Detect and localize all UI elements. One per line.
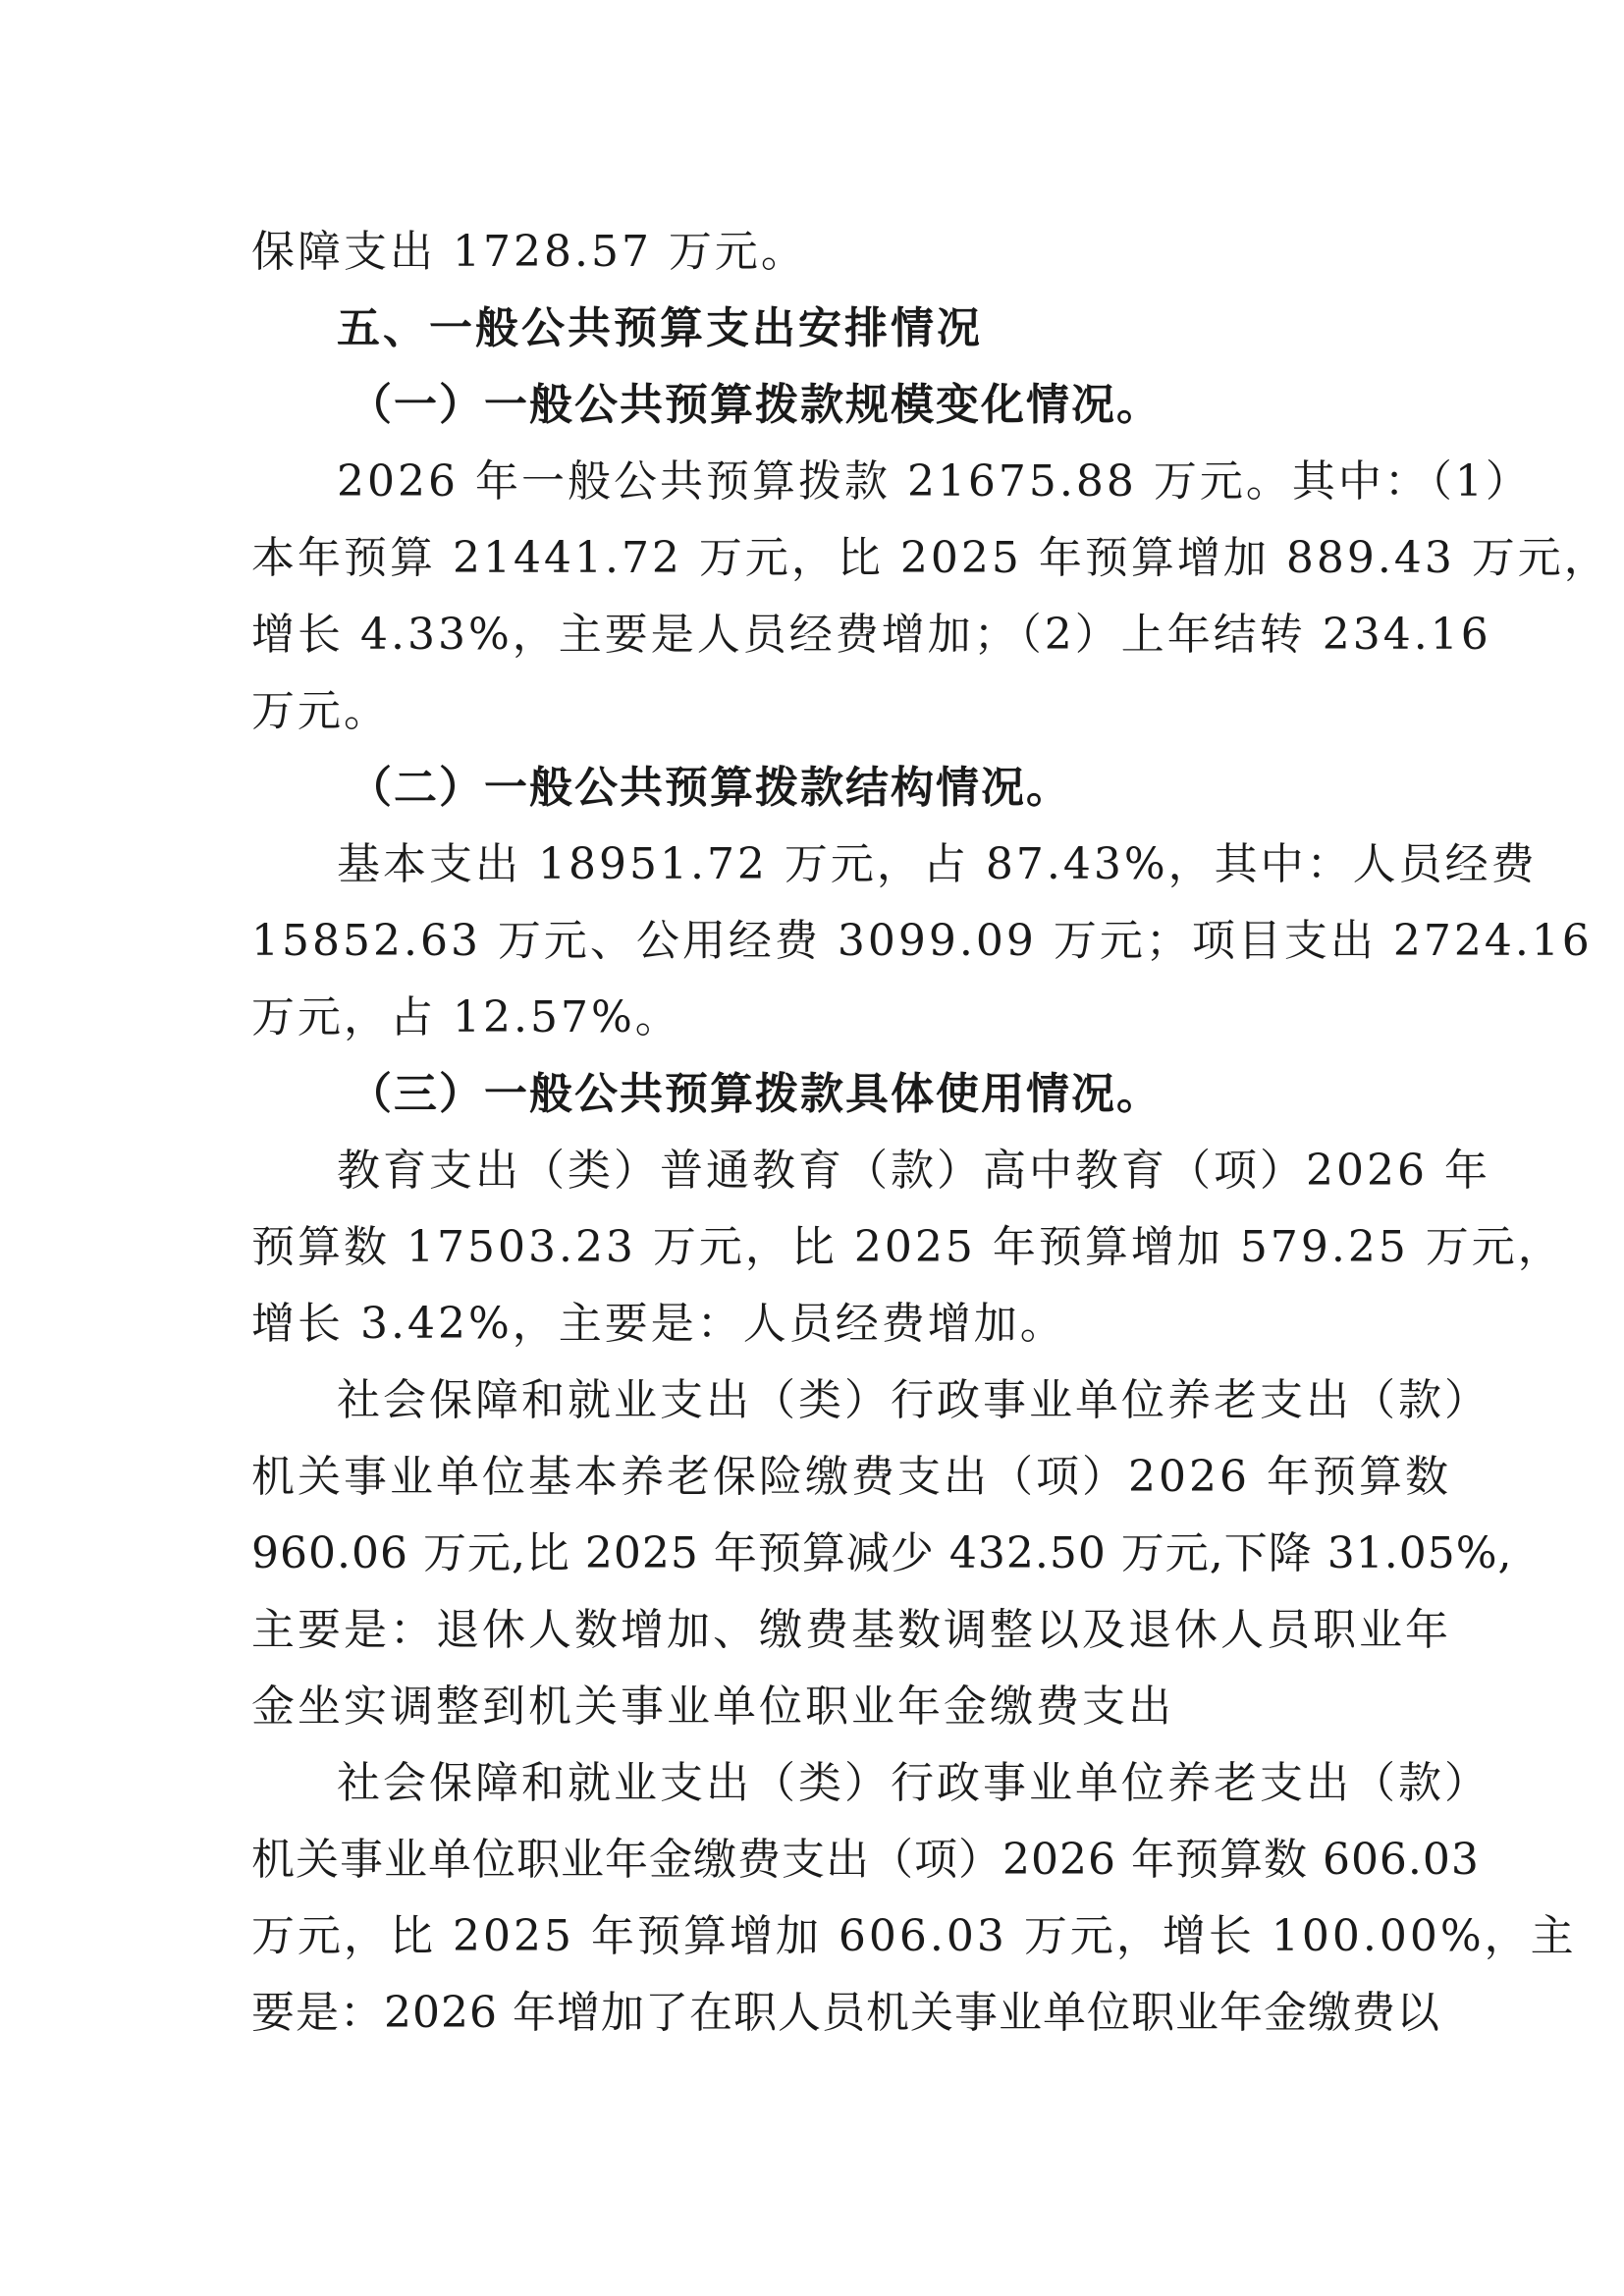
section-heading: 五、一般公共预算支出安排情况 — [337, 303, 983, 353]
text-line: 要是：2026 年增加了在职人员机关事业单位职业年金缴费以 — [251, 1988, 1440, 2038]
text-line: 保障支出 1728.57 万元。 — [251, 227, 807, 277]
text-line: 预算数 17503.23 万元，比 2025 年预算增加 579.25 万元， — [251, 1222, 1564, 1272]
text-line: 万元，比 2025 年预算增加 606.03 万元，增长 100.00%，主 — [251, 1911, 1577, 1961]
text-line: 基本支出 18951.72 万元，占 87.43%，其中：人员经费 — [337, 839, 1538, 889]
text-line: 金坐实调整到机关事业单位职业年金缴费支出 — [251, 1682, 1174, 1732]
text-line: 增长 4.33%，主要是人员经费增加；（2）上年结转 234.16 — [251, 610, 1491, 660]
text-line: 2026 年一般公共预算拨款 21675.88 万元。其中：（1） — [337, 456, 1532, 507]
subsection-heading: （一）一般公共预算拨款规模变化情况。 — [349, 380, 1162, 430]
text-line: 万元。 — [251, 686, 390, 736]
subsection-heading: （三）一般公共预算拨款具体使用情况。 — [349, 1069, 1162, 1119]
text-line: 15852.63 万元、公用经费 3099.09 万元；项目支出 2724.16 — [251, 916, 1593, 966]
text-line: 教育支出（类）普通教育（款）高中教育（项）2026 年 — [337, 1146, 1490, 1196]
text-line: 机关事业单位基本养老保险缴费支出（项）2026 年预算数 — [251, 1452, 1451, 1502]
text-line: 社会保障和就业支出（类）行政事业单位养老支出（款） — [337, 1758, 1490, 1808]
text-line: 主要是：退休人数增加、缴费基数调整以及退休人员职业年 — [251, 1605, 1451, 1655]
text-line: 本年预算 21441.72 万元，比 2025 年预算增加 889.43 万元， — [251, 533, 1610, 583]
text-line: 增长 3.42%，主要是：人员经费增加。 — [251, 1299, 1066, 1349]
subsection-heading: （二）一般公共预算拨款结构情况。 — [349, 763, 1071, 813]
text-line: 机关事业单位职业年金缴费支出（项）2026 年预算数 606.03 — [251, 1835, 1480, 1885]
text-line: 960.06 万元,比 2025 年预算减少 432.50 万元,下降 31.05%, — [251, 1528, 1513, 1578]
text-line: 万元，占 12.57%。 — [251, 992, 681, 1042]
text-line: 社会保障和就业支出（类）行政事业单位养老支出（款） — [337, 1375, 1490, 1425]
